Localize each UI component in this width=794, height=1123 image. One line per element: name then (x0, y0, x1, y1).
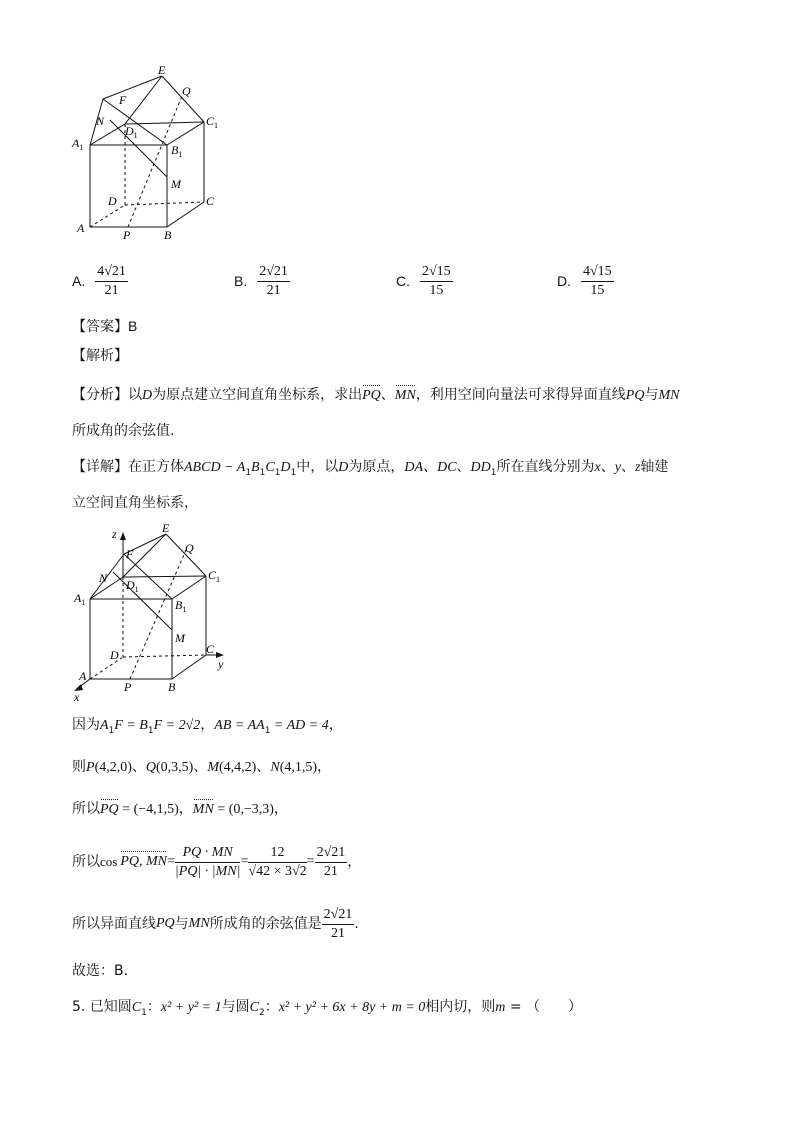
fenxi-line-2: 所成角的余弦值. (72, 423, 175, 439)
segment-NM (113, 572, 172, 630)
option-letter: A. (72, 273, 86, 289)
analysis-heading: 【解析】 (72, 348, 128, 364)
cube-figure-2 (68, 522, 238, 702)
option-value: $\frac{4√21}{21}$ (97, 263, 126, 298)
option-b[interactable] (234, 258, 290, 304)
eq-given: 因为$A_1F = B_1F = 2√2$，AB = $AA_1$ = AD = 4， (72, 717, 343, 736)
xiangjie-line-2: 立空间直角坐标系， (72, 495, 198, 511)
edge (167, 122, 204, 145)
eq-points: 则P(4,2,0)、Q(0,3,5)、M(4,4,2)、N(4,1,5)， (72, 759, 332, 775)
segment-PQ (128, 96, 182, 227)
choice-line: 故选：B. (72, 963, 129, 979)
eq-conclusion: 所以异面直线 PQ 与 MN 所成角的余弦值是 $\frac{2√21}{21}$ . (72, 906, 359, 941)
option-c[interactable] (396, 258, 453, 304)
label-D: D (108, 194, 117, 208)
option-letter: D. (557, 273, 571, 289)
segment-PQ (130, 550, 186, 679)
label-N: N (99, 571, 108, 585)
label-M: M (171, 177, 181, 191)
option-value: $\frac{4√15}{15}$ (583, 263, 612, 298)
label-A: A (77, 221, 85, 235)
label-A1: $A_1$ (72, 136, 84, 152)
cube-figure-1 (70, 62, 230, 242)
label-F: F (119, 93, 127, 107)
eq-vectors: 所以PQ = (−4,1,5)，MN = (0,−3,3)， (72, 801, 288, 817)
label-C1: $C_1$ (206, 114, 219, 130)
label-P: P (124, 680, 132, 694)
label-N: N (96, 114, 105, 128)
edge (167, 202, 204, 227)
label-Q: Q (182, 84, 191, 98)
label-B: B (168, 680, 176, 694)
option-a[interactable] (72, 258, 128, 304)
fenxi-line-1: 【分析】以D为原点建立空间直角坐标系，求出PQ、MN，利用空间向量法可求得异面直线PQ与MN (72, 387, 680, 403)
label-z: z (112, 527, 117, 541)
label-D: D (110, 648, 119, 662)
label-D1: $D_1$ (126, 578, 139, 594)
label-x: x (74, 690, 80, 702)
label-B1: $B_1$ (175, 598, 187, 614)
option-letter: C. (396, 273, 410, 289)
edge (162, 76, 204, 122)
label-A1: $A_1$ (74, 591, 86, 607)
label-C: C (206, 194, 215, 208)
label-B: B (164, 228, 172, 242)
hidden-edge (90, 205, 125, 227)
option-letter: B. (234, 273, 248, 289)
answer-line: 【答案】B (72, 318, 138, 335)
segment-NM (110, 120, 167, 177)
label-E: E (158, 63, 166, 77)
label-C: C (206, 642, 215, 656)
label-M: M (175, 631, 185, 645)
label-F: F (126, 547, 134, 561)
label-Q: Q (185, 541, 194, 555)
hidden-edge (123, 655, 206, 657)
edge (172, 655, 206, 679)
edge (172, 576, 206, 599)
label-A: A (79, 669, 87, 683)
edge (123, 576, 206, 577)
label-B1: $B_1$ (171, 143, 183, 159)
xiangjie-line-1: 【详解】在正方体ABCD − $A_1B_1C_1D_1$中，以D为原点，DA、DC、$DD_1$所在直线分别为x、y、z轴建 (72, 459, 669, 478)
label-E: E (162, 522, 170, 535)
question-5: 5. 已知圆$C_1$：x² + y² = 1与圆$C_2$：x² + y² + 6x + 8y + m = 0相内切，则m = （ ） (72, 999, 583, 1018)
label-P: P (123, 228, 131, 242)
label-y: y (218, 657, 224, 671)
label-C1: $C_1$ (208, 568, 221, 584)
option-value: $\frac{2√15}{15}$ (422, 263, 451, 298)
option-value: $\frac{2√21}{21}$ (259, 263, 288, 298)
label-D1: $D_1$ (125, 124, 138, 140)
eq-cosine: 所以 cos PQ, MN = $\frac{PQ \cdot MN}{|PQ| \cdot |MN|}$ = $\frac{12}{√42 \times 3√2}$ = $\frac{2√21}{21}$ ， (72, 844, 362, 879)
z-arrowhead (120, 532, 126, 540)
option-d[interactable] (557, 258, 614, 304)
